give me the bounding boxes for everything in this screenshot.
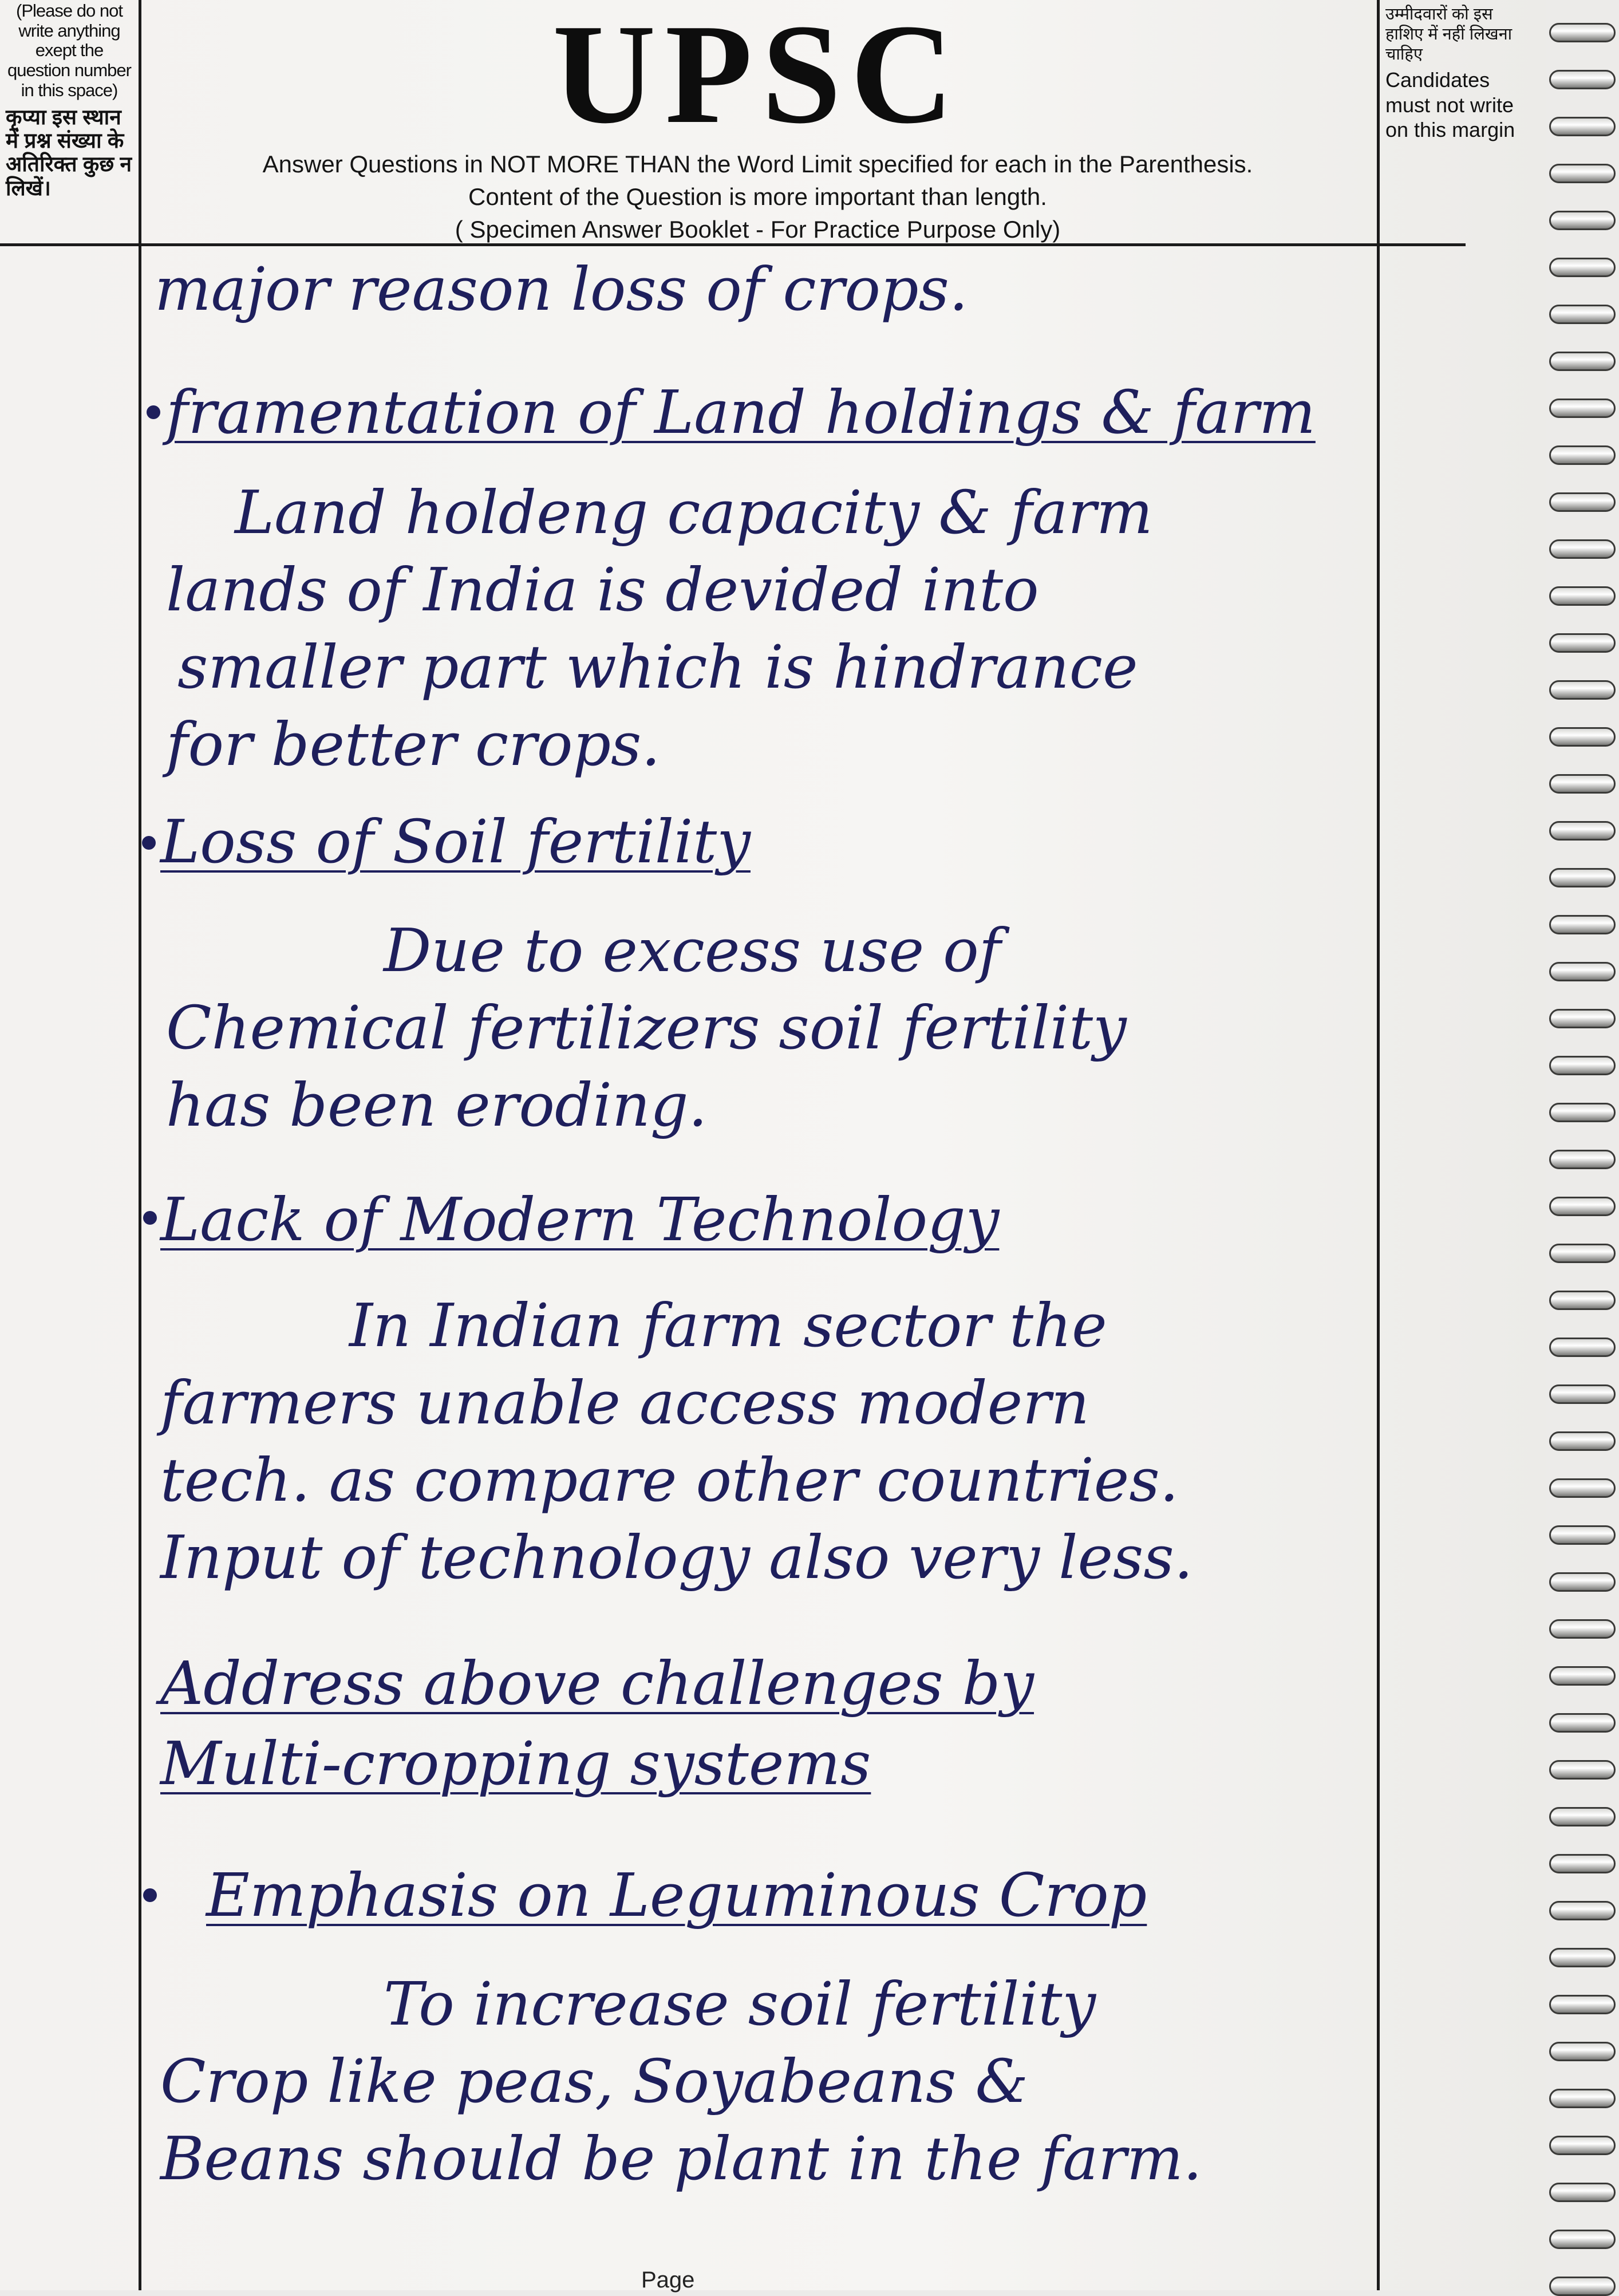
answer-line: Chemical fertilizers soil fertility xyxy=(166,993,1127,1063)
binding-ring xyxy=(1549,539,1616,559)
binding-ring xyxy=(1549,117,1616,136)
answer-line: for better crops. xyxy=(166,709,661,779)
binding-ring xyxy=(1549,352,1616,371)
binding-ring xyxy=(1549,2136,1616,2155)
binding-ring xyxy=(1549,1760,1616,1780)
answer-line: Due to excess use of xyxy=(384,916,1001,985)
answer-line: lands of India is devided into xyxy=(166,555,1039,625)
bullet-point xyxy=(147,405,160,419)
handwritten-answer xyxy=(143,252,1374,2279)
left-margin-note xyxy=(2,1,136,200)
right-margin-note-hindi: उम्मीदवारों को इस हाशिए में नहीं लिखना चाहिए xyxy=(1385,5,1513,64)
binding-ring xyxy=(1549,1150,1616,1169)
binding-ring xyxy=(1549,211,1616,230)
binding-ring xyxy=(1549,1995,1616,2014)
binding-ring xyxy=(1549,1666,1616,1686)
binding-ring xyxy=(1549,2183,1616,2202)
binding-ring xyxy=(1549,1291,1616,1310)
answer-line: tech. as compare other countries. xyxy=(160,1445,1179,1515)
binding-ring xyxy=(1549,680,1616,700)
binding-ring xyxy=(1549,586,1616,606)
answer-heading: Lack of Modern Technology xyxy=(160,1185,1000,1254)
binding-ring xyxy=(1549,1901,1616,1920)
binding-ring xyxy=(1549,1713,1616,1733)
binding-ring xyxy=(1549,23,1616,42)
answer-line: farmers unable access modern xyxy=(160,1368,1089,1438)
answer-heading: Emphasis on Leguminous Crop xyxy=(206,1860,1147,1930)
binding-ring xyxy=(1549,774,1616,794)
right-margin-rule xyxy=(1377,0,1380,2290)
binding-ring xyxy=(1549,492,1616,512)
spiral-binding xyxy=(1546,0,1619,2290)
instruction-line-1: Answer Questions in NOT MORE THAN the Word Limit specified for each in the Parenthesis. xyxy=(262,151,1253,177)
answer-line: Crop like peas, Soyabeans & xyxy=(160,2046,1029,2116)
answer-line: In Indian farm sector the xyxy=(349,1291,1107,1360)
instruction-line-3: ( Specimen Answer Booklet - For Practice Purpose Only) xyxy=(455,216,1061,243)
binding-ring xyxy=(1549,2277,1616,2296)
binding-ring xyxy=(1549,962,1616,981)
binding-ring xyxy=(1549,399,1616,418)
right-margin-note xyxy=(1385,5,1523,142)
binding-ring xyxy=(1549,1572,1616,1592)
binding-ring xyxy=(1549,1619,1616,1639)
brand-title: UPSC xyxy=(552,0,963,153)
binding-ring xyxy=(1549,1009,1616,1028)
right-margin-note-english: Candidates must not write on this margin xyxy=(1385,68,1515,141)
binding-ring xyxy=(1549,2230,1616,2249)
binding-ring xyxy=(1549,1525,1616,1545)
binding-ring xyxy=(1549,258,1616,277)
answer-heading: framentation of Land holdings & farm xyxy=(166,377,1316,447)
page-label: Page xyxy=(641,2267,695,2293)
binding-ring xyxy=(1549,1384,1616,1404)
header-rule xyxy=(0,243,1466,246)
answer-line: Input of technology also very less. xyxy=(160,1522,1193,1592)
binding-ring xyxy=(1549,1854,1616,1873)
bullet-point xyxy=(142,836,156,850)
binding-ring xyxy=(1549,1478,1616,1498)
binding-ring xyxy=(1549,1197,1616,1216)
answer-line: To increase soil fertility xyxy=(384,1969,1096,2039)
binding-ring xyxy=(1549,1338,1616,1357)
answer-line: smaller part which is hindrance xyxy=(177,632,1138,702)
binding-ring xyxy=(1549,868,1616,887)
binding-ring xyxy=(1549,1103,1616,1122)
binding-ring xyxy=(1549,445,1616,465)
binding-ring xyxy=(1549,1431,1616,1451)
binding-ring xyxy=(1549,727,1616,747)
instruction-line-2: Content of the Question is more important than length. xyxy=(468,183,1047,210)
bullet-point xyxy=(143,1888,157,1902)
answer-line: Land holdeng capacity & farm xyxy=(235,478,1153,547)
instructions xyxy=(139,148,1377,246)
binding-ring xyxy=(1549,821,1616,841)
left-margin-rule xyxy=(139,0,141,2290)
answer-line: has been eroding. xyxy=(166,1070,708,1140)
binding-ring xyxy=(1549,2089,1616,2108)
answer-heading: Address above challenges by xyxy=(160,1648,1034,1718)
answer-heading: Loss of Soil fertility xyxy=(160,807,751,877)
answer-heading: Multi-cropping systems xyxy=(160,1729,871,1798)
binding-ring xyxy=(1549,1807,1616,1826)
left-margin-note-hindi: कृप्या इस स्थान में प्रश्न संख्या के अतिरिक्त कुछ न लिखें। xyxy=(6,105,132,200)
binding-ring xyxy=(1549,915,1616,934)
left-margin-note-english: (Please do not write anything exept the question number in this space) xyxy=(7,1,131,100)
binding-ring xyxy=(1549,633,1616,653)
binding-ring xyxy=(1549,70,1616,89)
binding-ring xyxy=(1549,1244,1616,1263)
binding-ring xyxy=(1549,1948,1616,1967)
binding-ring xyxy=(1549,2042,1616,2061)
bullet-point xyxy=(143,1211,157,1225)
answer-line: major reason loss of crops. xyxy=(155,254,968,324)
binding-ring xyxy=(1549,164,1616,183)
binding-ring xyxy=(1549,1056,1616,1075)
binding-ring xyxy=(1549,305,1616,324)
answer-line: Beans should be plant in the farm. xyxy=(160,2124,1202,2194)
